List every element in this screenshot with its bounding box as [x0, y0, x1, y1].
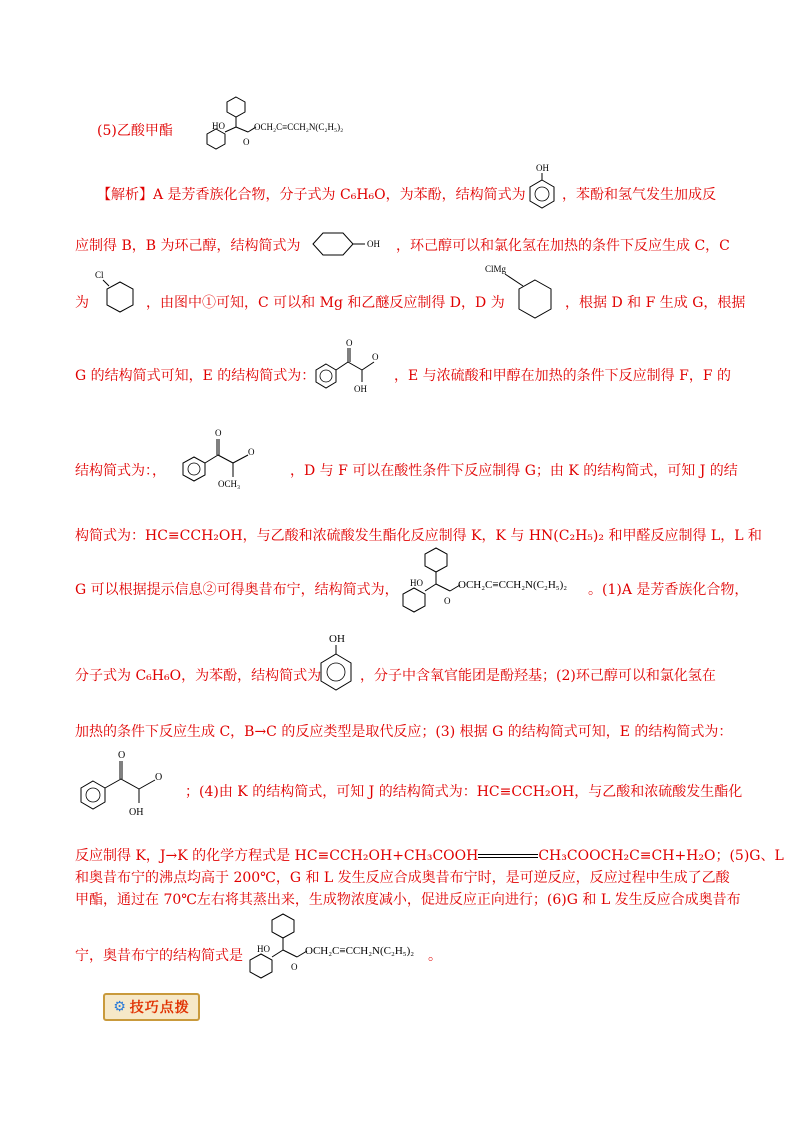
analysis-line-15a: 宁，奥昔布宁的结构简式是	[75, 948, 243, 964]
phenylglyoxylic-acid-structure-1	[310, 336, 390, 398]
analysis-line-8b: 。(1)A 是芳香族化合物，	[588, 582, 749, 598]
analysis-line-5a: G 的结构简式可知，E 的结构简式为：	[75, 368, 316, 384]
oxo-label: O	[291, 962, 298, 972]
analysis-line-3b: ，环己醇可以和氯化氢在加热的条件下反应生成 C，C	[396, 238, 730, 254]
o-label: O	[118, 750, 126, 761]
oh-label: OH	[129, 807, 144, 818]
hydroxyl-label: HO	[410, 578, 423, 588]
oxo-label: O	[444, 596, 451, 606]
o-label: O	[155, 772, 163, 783]
analysis-line-14: 甲酯，通过在 70℃左右将其蒸出来，生成物浓度减小，促进反应正向进行；(6)G 和 L 发生反应合成奥昔布	[75, 892, 741, 908]
phenol-structure-1	[525, 162, 559, 212]
oxybutynin-structure-1	[198, 95, 368, 153]
analysis-line-4c: ，根据 D 和 F 生成 G，根据	[565, 295, 746, 311]
o-label: O	[346, 338, 353, 348]
analysis-line-8a: G 可以根据提示信息②可得奥昔布宁，结构简式为，	[75, 582, 399, 598]
hydroxyl-label: HO	[212, 121, 225, 131]
oxybutynin-structure-2	[398, 546, 588, 614]
chlorocyclohexane-structure	[95, 268, 145, 326]
cl-label: Cl	[95, 270, 104, 280]
analysis-line-15b: 。	[428, 948, 442, 964]
analysis-line-4a: 为	[75, 295, 89, 311]
oxo-label: O	[243, 137, 250, 147]
grignard-structure	[483, 262, 563, 330]
tips-badge-label: 技巧点拨	[129, 1000, 190, 1016]
clmg-label: ClMg	[485, 264, 507, 274]
chain-label: OCH₂C≡CCH₂N(C₂H₅)₂	[458, 579, 568, 591]
equation-products: CH₃COOCH₂C≡CH+H₂O；(5)G、L	[538, 848, 784, 864]
analysis-line-4b: ，由图中①可知，C 可以和 Mg 和乙醚反应制得 D，D 为	[146, 295, 505, 311]
analysis-line-2a: 【解析】A 是芳香族化合物，分子式为 C₆H₆O，为苯酚，结构简式为	[97, 187, 526, 203]
analysis-line-3a: 应制得 B，B 为环己醇，结构简式为	[75, 238, 301, 254]
analysis-line-5b: ，E 与浓硫酸和甲醇在加热的条件下反应制得 F，F 的	[394, 368, 731, 384]
reversible-arrow-icon	[478, 851, 538, 861]
oh-label: OH	[329, 633, 345, 645]
analysis-line-2b: ，苯酚和氢气发生加成反	[562, 187, 716, 203]
oh-label: OH	[536, 163, 549, 173]
analysis-line-6a: 结构简式为：，	[75, 463, 166, 479]
phenylglyoxylic-acid-structure-2	[75, 747, 185, 821]
methyl-phenylglyoxylate-structure	[178, 425, 288, 493]
equation-reactants: 反应制得 K，J→K 的化学方程式是 HC≡CCH₂OH+CH₃COOH	[75, 848, 479, 864]
oxybutynin-structure-3	[245, 912, 435, 980]
analysis-line-12	[75, 847, 784, 865]
tips-badge	[103, 993, 200, 1021]
hydroxyl-label: HO	[257, 944, 270, 954]
answer-5-label: (5)乙酸甲酯	[97, 123, 173, 139]
analysis-line-6b: ，D 与 F 可以在酸性条件下反应制得 G；由 K 的结构简式，可知 J 的结	[290, 463, 738, 479]
analysis-line-9a: 分子式为 C₆H₆O，为苯酚，结构简式为	[75, 668, 322, 684]
o-label: O	[372, 352, 379, 362]
analysis-line-11: ；(4)由 K 的结构简式，可知 J 的结构简式为：HC≡CCH₂OH，与乙酸和浓硫酸发生酯化	[185, 784, 743, 800]
analysis-line-9b: ，分子中含氧官能团是酚羟基；(2)环己醇可以和氯化氢在	[360, 668, 716, 684]
o-label: O	[248, 447, 255, 457]
gear-icon: ⚙	[113, 999, 127, 1015]
oh-label: OH	[354, 384, 367, 394]
cyclohexanol-structure	[303, 230, 393, 258]
o-label: O	[215, 428, 222, 438]
analysis-line-10: 加热的条件下反应生成 C，B→C 的反应类型是取代反应；(3) 根据 G 的结构简式可知，E 的结构简式为：	[75, 724, 733, 740]
och3-label: OCH₃	[218, 479, 241, 489]
phenol-structure-2	[314, 632, 358, 694]
analysis-line-7: 构简式为：HC≡CCH₂OH，与乙酸和浓硫酸发生酯化反应制得 K，K 与 HN(C₂H₅)₂ 和甲醛反应制得 L，L 和	[75, 528, 762, 544]
chain-label: OCH₂C≡CCH₂N(C₂H₅)₂	[254, 122, 344, 132]
chain-label: OCH₂C≡CCH₂N(C₂H₅)₂	[305, 945, 415, 957]
analysis-line-13: 和奥昔布宁的沸点均高于 200℃，G 和 L 发生反应合成奥昔布宁时，是可逆反应，反应过程中生成了乙酸	[75, 870, 730, 886]
oh-label: OH	[367, 239, 380, 249]
